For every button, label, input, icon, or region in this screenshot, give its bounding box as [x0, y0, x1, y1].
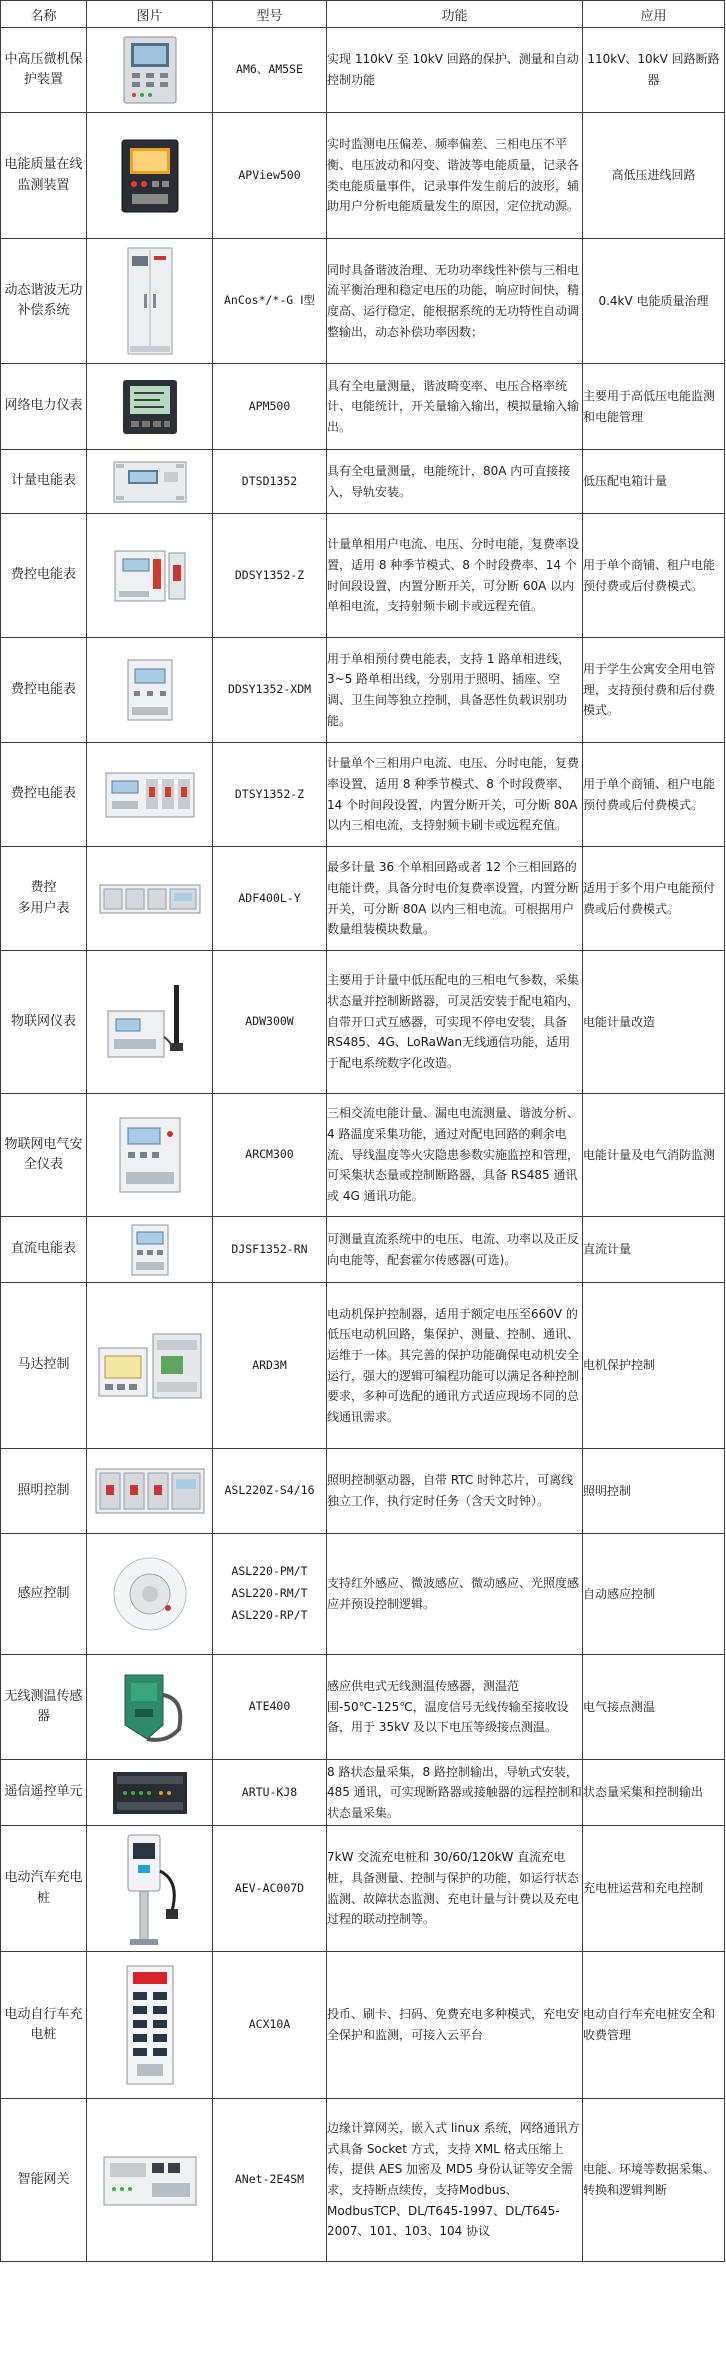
row-name: 中高压微机保护装置: [1, 28, 87, 113]
row-function: 主要用于计量中低压配电的三相电气参数，采集状态量并控制断路器，可灵活安装于配电箱内，自带开口式互感器，可实现不停电安装，具备 RS485、4G、LoRaWan无线通信功能，适用于配电系统数字化改造。: [327, 951, 583, 1094]
dc-energy-meter-image: [87, 1217, 213, 1283]
row-function: 用于单相预付费电能表，支持 1 路单相进线，3~5 路单相出线，分别用于照明、插座、空调、卫生间等独立控制，具备恶性负载识别功能。: [327, 638, 583, 743]
table-row: [1, 514, 725, 638]
iot-meter-with-antenna-image: [87, 951, 213, 1094]
row-application: 电能、环境等数据采集、转换和逻辑判断: [583, 2099, 725, 2262]
row-function: 照明控制驱动器，自带 RTC 时钟芯片，可离线独立工作，执行定时任务（含天文时钟）。: [327, 1449, 583, 1534]
row-name: 马达控制: [1, 1283, 87, 1449]
wireless-temperature-sensor-image: [87, 1655, 213, 1760]
row-function: 最多计量 36 个单相回路或者 12 个三相回路的电能计费，具备分时电价复费率设置，内置分断开关，可分断 80A 以内三相电流。可根据用户数量组装模块数量。: [327, 847, 583, 951]
motor-protection-controller-image: [87, 1283, 213, 1449]
row-function: 8 路状态量采集，8 路控制输出，导轨式安装，485 通讯，可实现断路器或接触器的远程控制和状态量采集。: [327, 1760, 583, 1826]
row-model: DDSY1352-XDM: [213, 638, 327, 743]
table-row: [1, 1655, 725, 1760]
table-row: [1, 113, 725, 239]
row-name: 智能网关: [1, 2099, 87, 2262]
table-row: [1, 951, 725, 1094]
row-application: 主要用于高低压电能监测和电能管理: [583, 364, 725, 450]
din-rail-energy-meter-image: [87, 450, 213, 514]
ceiling-sensor-image: [87, 1534, 213, 1655]
row-function: 计量单相用户电流、电压、分时电能，复费率设置，适用 8 种季节模式、8 个时段费率、14 个时间段设置，内置分断开关，可分断 60A 以内单相电流，支持射频卡刷卡或远程充值。: [327, 514, 583, 638]
ebike-charging-station-image: [87, 1952, 213, 2099]
row-function: 计量单个三相用户电流、电压、分时电能，复费率设置，适用 8 种季节模式、8 个时段费率、14 个时间段设置，内置分断开关，可分断 80A 以内三相电流，支持射频卡刷卡或远程充值。: [327, 743, 583, 847]
row-model: ASL220-PM/T ASL220-RM/T ASL220-RP/T: [213, 1534, 327, 1655]
row-model: DJSF1352-RN: [213, 1217, 327, 1283]
table-row: [1, 364, 725, 450]
row-function: 投币、刷卡、扫码、免费充电多种模式，充电安全保护和监测，可接入云平台: [327, 1952, 583, 2099]
row-name: 费控 多用户表: [1, 847, 87, 951]
table-row: [1, 1534, 725, 1655]
row-name: 网络电力仪表: [1, 364, 87, 450]
row-application: 电机保护控制: [583, 1283, 725, 1449]
power-quality-monitor-image: [87, 113, 213, 239]
table-row: [1, 1094, 725, 1217]
row-model: ASL220Z-S4/16: [213, 1449, 327, 1534]
row-application: 0.4kV 电能质量治理: [583, 239, 725, 364]
table-row: [1, 1826, 725, 1952]
row-name: 电能质量在线监测装置: [1, 113, 87, 239]
row-application: 电能计量及电气消防监测: [583, 1094, 725, 1217]
row-model: ANet-2E4SM: [213, 2099, 327, 2262]
row-application: 电动自行车充电桩安全和收费管理: [583, 1952, 725, 2099]
row-model: ARCM300: [213, 1094, 327, 1217]
relay-protection-device-image: [87, 28, 213, 113]
row-application: 低压配电箱计量: [583, 450, 725, 514]
row-name: 照明控制: [1, 1449, 87, 1534]
row-model: ARD3M: [213, 1283, 327, 1449]
row-function: 具有全电量测量，谐波畸变率、电压合格率统计、电能统计，开关量输入输出，模拟量输入输出。: [327, 364, 583, 450]
prepaid-single-phase-meter-image: [87, 514, 213, 638]
multi-user-meter-image: [87, 847, 213, 951]
row-model: ARTU-KJ8: [213, 1760, 327, 1826]
row-application: 110kV、10kV 回路断路器: [583, 28, 725, 113]
row-application: 自动感应控制: [583, 1534, 725, 1655]
header-name: 名称: [1, 1, 87, 28]
table-row: [1, 28, 725, 113]
row-function: 三相交流电能计量、漏电电流测量、谐波分析、4 路温度采集功能，通过对配电回路的剩余电流、导线温度等火灾隐患参数实施监控和管理，可采集状态量或控制断路器，具备 RS485 通讯或 4G 通讯功能。: [327, 1094, 583, 1217]
row-application: 充电桩运营和充电控制: [583, 1826, 725, 1952]
row-application: 适用于多个用户电能预付费或后付费模式。: [583, 847, 725, 951]
row-name: 物联网仪表: [1, 951, 87, 1094]
row-function: 同时具备谐波治理、无功功率线性补偿与三相电流平衡治理和稳定电压的功能，响应时间快，精度高、运行稳定，能根据系统的无功特性自动调整输出，动态补偿功率因数；: [327, 239, 583, 364]
table-row: [1, 2099, 725, 2262]
row-model: ACX10A: [213, 1952, 327, 2099]
row-name: 电动自行车充电桩: [1, 1952, 87, 2099]
row-application: 状态量采集和控制输出: [583, 1760, 725, 1826]
network-power-meter-image: [87, 364, 213, 450]
ev-charging-pile-image: [87, 1826, 213, 1952]
header-application: 应用: [583, 1, 725, 28]
row-function: 具有全电量测量，电能统计，80A 内可直接接入，导轨安装。: [327, 450, 583, 514]
row-application: 电气接点测温: [583, 1655, 725, 1760]
row-application: 电能计量改造: [583, 951, 725, 1094]
row-function: 电动机保护控制器，适用于额定电压至660V 的低压电动机回路，集保护、测量、控制、通讯、运维于一体。其完善的保护功能确保电动机安全运行，强大的逻辑可编程功能可以满足各种控制要求，多种可选配的通讯方式适应现场不同的总线通讯需求。: [327, 1283, 583, 1449]
row-application: 高低压进线回路: [583, 113, 725, 239]
row-function: 实现 110kV 至 10kV 回路的保护、测量和自动控制功能: [327, 28, 583, 113]
row-model: DDSY1352-Z: [213, 514, 327, 638]
row-function: 实时监测电压偏差、频率偏差、三相电压不平衡、电压波动和闪变、谐波等电能质量，记录各类电能质量事件，记录事件发生前后的波形，辅助用户分析电能质量发生的原因，定位扰动源。: [327, 113, 583, 239]
row-function: 支持红外感应、微波感应、微动感应、光照度感应并预设控制逻辑。: [327, 1534, 583, 1655]
electrical-safety-meter-image: [87, 1094, 213, 1217]
table-row: [1, 1283, 725, 1449]
row-name: 计量电能表: [1, 450, 87, 514]
row-function: 可测量直流系统中的电压、电流、功率以及正反向电能等，配套霍尔传感器(可选)。: [327, 1217, 583, 1283]
row-application: 用于学生公寓安全用电管理，支持预付费和后付费模式。: [583, 638, 725, 743]
row-model: ATE400: [213, 1655, 327, 1760]
lighting-controller-modules-image: [87, 1449, 213, 1534]
row-model: ADF400L-Y: [213, 847, 327, 951]
prepaid-rail-meter-image: [87, 638, 213, 743]
harmonic-compensation-cabinet-image: [87, 239, 213, 364]
row-name: 感应控制: [1, 1534, 87, 1655]
table-row: [1, 638, 725, 743]
row-model: AnCos*/*-G Ⅰ型: [213, 239, 327, 364]
row-name: 费控电能表: [1, 514, 87, 638]
row-model: APView500: [213, 113, 327, 239]
row-model: AM6、AM5SE: [213, 28, 327, 113]
row-name: 电动汽车充电桩: [1, 1826, 87, 1952]
table-row: [1, 1952, 725, 2099]
header-image: 图片: [87, 1, 213, 28]
row-application: 用于单个商铺、租户电能预付费或后付费模式。: [583, 514, 725, 638]
row-application: 照明控制: [583, 1449, 725, 1534]
table-row: [1, 450, 725, 514]
prepaid-three-phase-meter-image: [87, 743, 213, 847]
table-header-row: [1, 1, 725, 28]
table-row: [1, 1217, 725, 1283]
row-name: 动态谐波无功补偿系统: [1, 239, 87, 364]
row-model: DTSD1352: [213, 450, 327, 514]
row-name: 费控电能表: [1, 638, 87, 743]
table-row: [1, 847, 725, 951]
row-name: 费控电能表: [1, 743, 87, 847]
row-model: DTSY1352-Z: [213, 743, 327, 847]
row-name: 直流电能表: [1, 1217, 87, 1283]
row-model: APM500: [213, 364, 327, 450]
remote-io-unit-image: [87, 1760, 213, 1826]
smart-gateway-image: [87, 2099, 213, 2262]
header-function: 功能: [327, 1, 583, 28]
row-model: ADW300W: [213, 951, 327, 1094]
table-row: [1, 239, 725, 364]
row-name: 无线测温传感器: [1, 1655, 87, 1760]
table-row: [1, 1760, 725, 1826]
row-application: 用于单个商铺、租户电能预付费或后付费模式。: [583, 743, 725, 847]
row-function: 边缘计算网关，嵌入式 linux 系统，网络通讯方式具备 Socket 方式，支持 XML 格式压缩上传，提供 AES 加密及 MD5 身份认证等安全需求，支持断点续传，支持Modbus、ModbusTCP、DL/T645-1997、DL/T645-2007、101、103、104 协议: [327, 2099, 583, 2262]
table-row: [1, 743, 725, 847]
row-model: AEV-AC007D: [213, 1826, 327, 1952]
row-name: 遥信遥控单元: [1, 1760, 87, 1826]
row-function: 感应供电式无线测温传感器，测温范围-50℃-125℃，温度信号无线传输至接收设备，用于 35kV 及以下电压等级接点测温。: [327, 1655, 583, 1760]
row-name: 物联网电气安全仪表: [1, 1094, 87, 1217]
row-function: 7kW 交流充电桩和 30/60/120kW 直流充电桩，具备测量、控制与保护的功能，如运行状态监测、故障状态监测、充电计量与计费以及充电过程的联动控制等。: [327, 1826, 583, 1952]
row-application: 直流计量: [583, 1217, 725, 1283]
table-row: [1, 1449, 725, 1534]
header-model: 型号: [213, 1, 327, 28]
